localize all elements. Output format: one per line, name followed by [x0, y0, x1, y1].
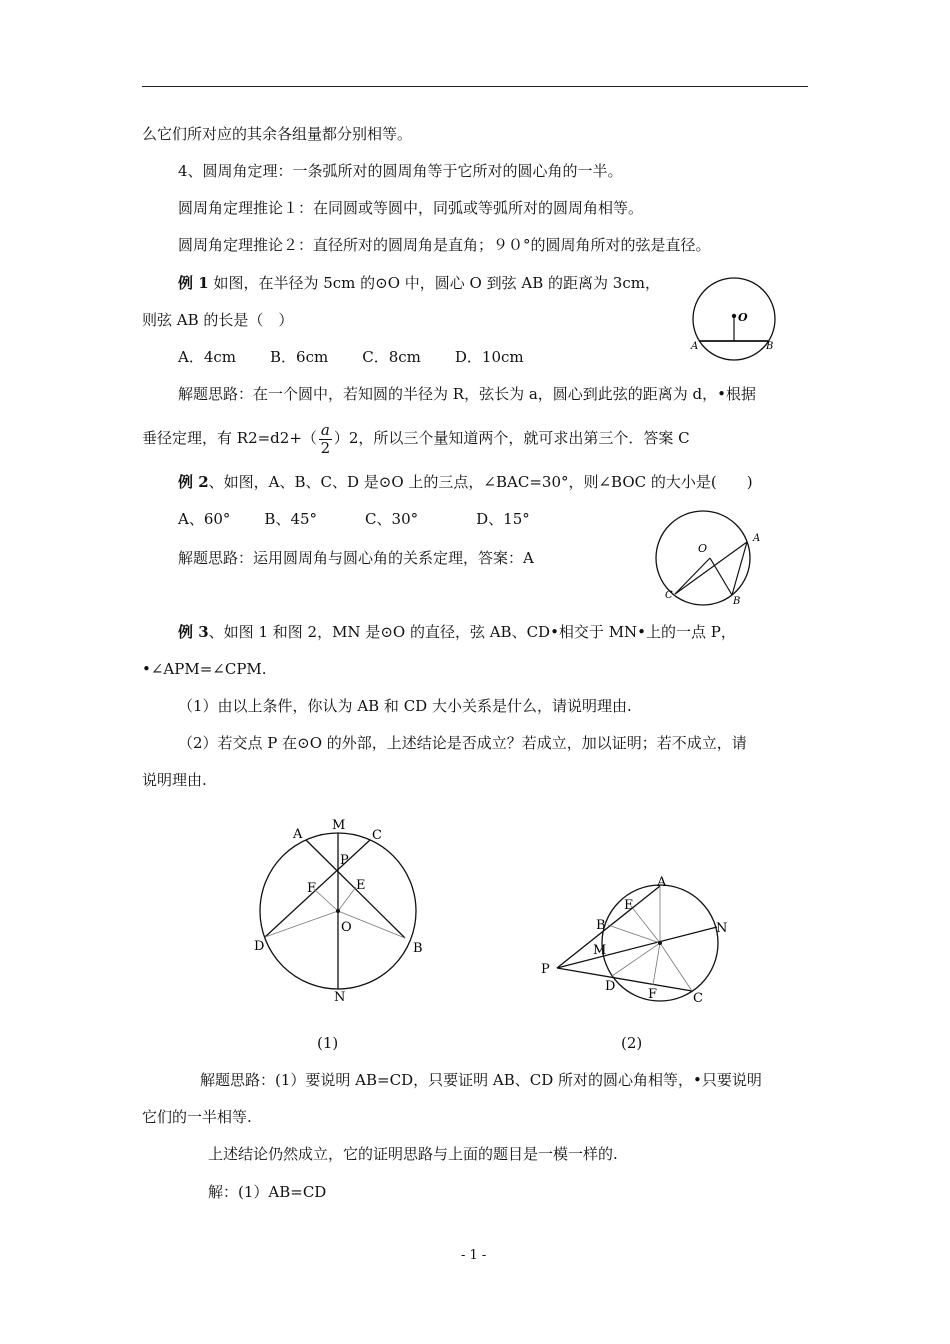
fraction-numerator: a: [320, 420, 330, 439]
example-3-part-2-line-2: 说明理由.: [142, 771, 207, 789]
option-b: B．6cm: [270, 348, 329, 366]
fig1-center-dot: [732, 314, 736, 318]
fig3-1-label-p: P: [340, 853, 349, 868]
example-3-solution: 解：(1）AB=CD: [208, 1183, 327, 1201]
example-1-label: 例 1: [178, 274, 209, 292]
example-2-question: [178, 472, 753, 492]
figure-2-caption: (2): [621, 1034, 643, 1052]
example-1-idea-line-2: [142, 419, 690, 457]
example-3-question-line-2: •∠APM=∠CPM.: [142, 660, 267, 678]
fig3-1-label-f: F: [307, 881, 317, 896]
fig3-2-label-b: B: [596, 918, 606, 933]
fig3-2-label-e: E: [624, 898, 634, 913]
example-2-figure: [650, 510, 770, 610]
fig3-2-line-pb: [557, 886, 660, 968]
example-1-idea-line-1: 解题思路：在一个圆中，若知圆的半径为 R，弦长为 a，圆心到此弦的距离为 d，•根据: [178, 385, 756, 403]
fig1-label-o: O: [738, 311, 748, 324]
example-3-question: [178, 622, 736, 642]
fig3-2-label-a: A: [657, 875, 667, 890]
example-3-part-2-line-1: （2）若交点 P 在⊙O 的外部，上述结论是否成立？若成立，加以证明；若不成立，请: [178, 734, 747, 752]
continuation-text: 么它们所对应的其余各组量都分别相等。: [142, 125, 413, 143]
fig3-1-label-b: B: [413, 941, 423, 956]
fig3-2-label-d: D: [605, 979, 616, 994]
option-a: A．4cm: [178, 348, 237, 366]
corollary-2-text: 圆周角定理推论２：直径所对的圆周角是直角；９０°的圆周角所对的弦是直径。: [178, 236, 711, 254]
fig3-1-label-a: A: [293, 827, 303, 842]
example-3-idea-line-3: 上述结论仍然成立，它的证明思路与上面的题目是一模一样的.: [208, 1145, 618, 1163]
fig3-2-label-c: C: [693, 991, 703, 1006]
example-1-question-line-2: 则弦 AB 的长是（ ）: [142, 311, 294, 329]
theorem-text: 4、圆周角定理：一条弧所对的圆周角等于它所对的圆心角的一半。: [178, 162, 623, 180]
option-b: B、45°: [264, 510, 318, 528]
option-c: C、30°: [365, 510, 419, 528]
example-3-part-1: （1）由以上条件，你认为 AB 和 CD 大小关系是什么，请说明理由.: [178, 697, 632, 715]
example-1-options: [178, 347, 524, 367]
corollary-1-text: 圆周角定理推论１：在同圆或等圆中，同弧或等弧所对的圆周角相等。: [178, 199, 644, 217]
option-d: D．10cm: [454, 348, 524, 366]
fig3-2-label-f: F: [648, 987, 658, 1002]
fig3-2-label-n: N: [716, 921, 728, 936]
fig2-label-c: C: [665, 590, 673, 601]
fig3-1-label-d: D: [254, 939, 265, 954]
fig3-2-label-m: M: [593, 943, 607, 958]
example-2-options: [178, 509, 530, 529]
figure-1-caption: (1): [317, 1034, 339, 1052]
fraction-a-over-2: [319, 422, 332, 457]
fig3-2-line-pc: [557, 968, 692, 991]
example-3-label: 例 3: [178, 623, 209, 641]
header-rule: [142, 86, 808, 87]
example-1-figure: [690, 278, 790, 358]
example-3-figure-2: [535, 872, 735, 1007]
example-3-idea-line-2: 它们的一半相等.: [142, 1108, 252, 1126]
example-2-label: 例 2: [178, 473, 209, 491]
fig1-label-b: B: [766, 341, 774, 352]
example-1-question-line-1: 如图，在半径为 5cm 的⊙O 中，圆心 O 到弦 AB 的距离为 3cm，: [208, 274, 660, 292]
fig3-2-label-p: P: [541, 962, 550, 977]
example-1-question: [178, 273, 660, 293]
fig1-label-a: A: [691, 341, 699, 352]
option-a: A、60°: [178, 510, 231, 528]
fig3-1-label-n: N: [334, 990, 346, 1005]
fig2-label-o: O: [698, 542, 708, 555]
example-3-idea-line-1: 解题思路：(1）要说明 AB=CD，只要证明 AB、CD 所对的圆心角相等，•只要说明: [200, 1071, 762, 1089]
example-3-question-line-1: 、如图 1 和图 2，MN 是⊙O 的直径，弦 AB、CD•相交于 MN•上的一点 P，: [208, 623, 736, 641]
example-2-question-text: 、如图，A、B、C、D 是⊙O 上的三点，∠BAC=30°，则∠BOC 的大小是( ): [208, 473, 753, 491]
fig3-1-label-c: C: [372, 828, 382, 843]
option-d: D、15°: [476, 510, 530, 528]
fraction-denominator: 2: [320, 438, 331, 457]
fig3-2-line-pan: [557, 927, 717, 968]
fig3-1-label-o: O: [341, 920, 352, 935]
fig3-2-center-dot: [658, 941, 662, 945]
example-2-idea: 解题思路：运用圆周角与圆心角的关系定理，答案：A: [178, 549, 534, 567]
fig2-label-b: B: [733, 596, 741, 607]
idea-formula-pre: 垂径定理，有 R2=d2+（: [142, 429, 317, 447]
fig3-1-label-e: E: [356, 878, 366, 893]
option-c: C．8cm: [362, 348, 421, 366]
fig3-1-label-m: M: [332, 818, 346, 833]
example-3-figure-1: [250, 812, 430, 1012]
page-number: - 1 -: [461, 1248, 487, 1263]
idea-formula-post: ）2，所以三个量知道两个，就可求出第三个．答案 C: [333, 429, 690, 447]
fig3-1-center-dot: [336, 909, 340, 913]
fig2-label-a: A: [753, 533, 761, 544]
